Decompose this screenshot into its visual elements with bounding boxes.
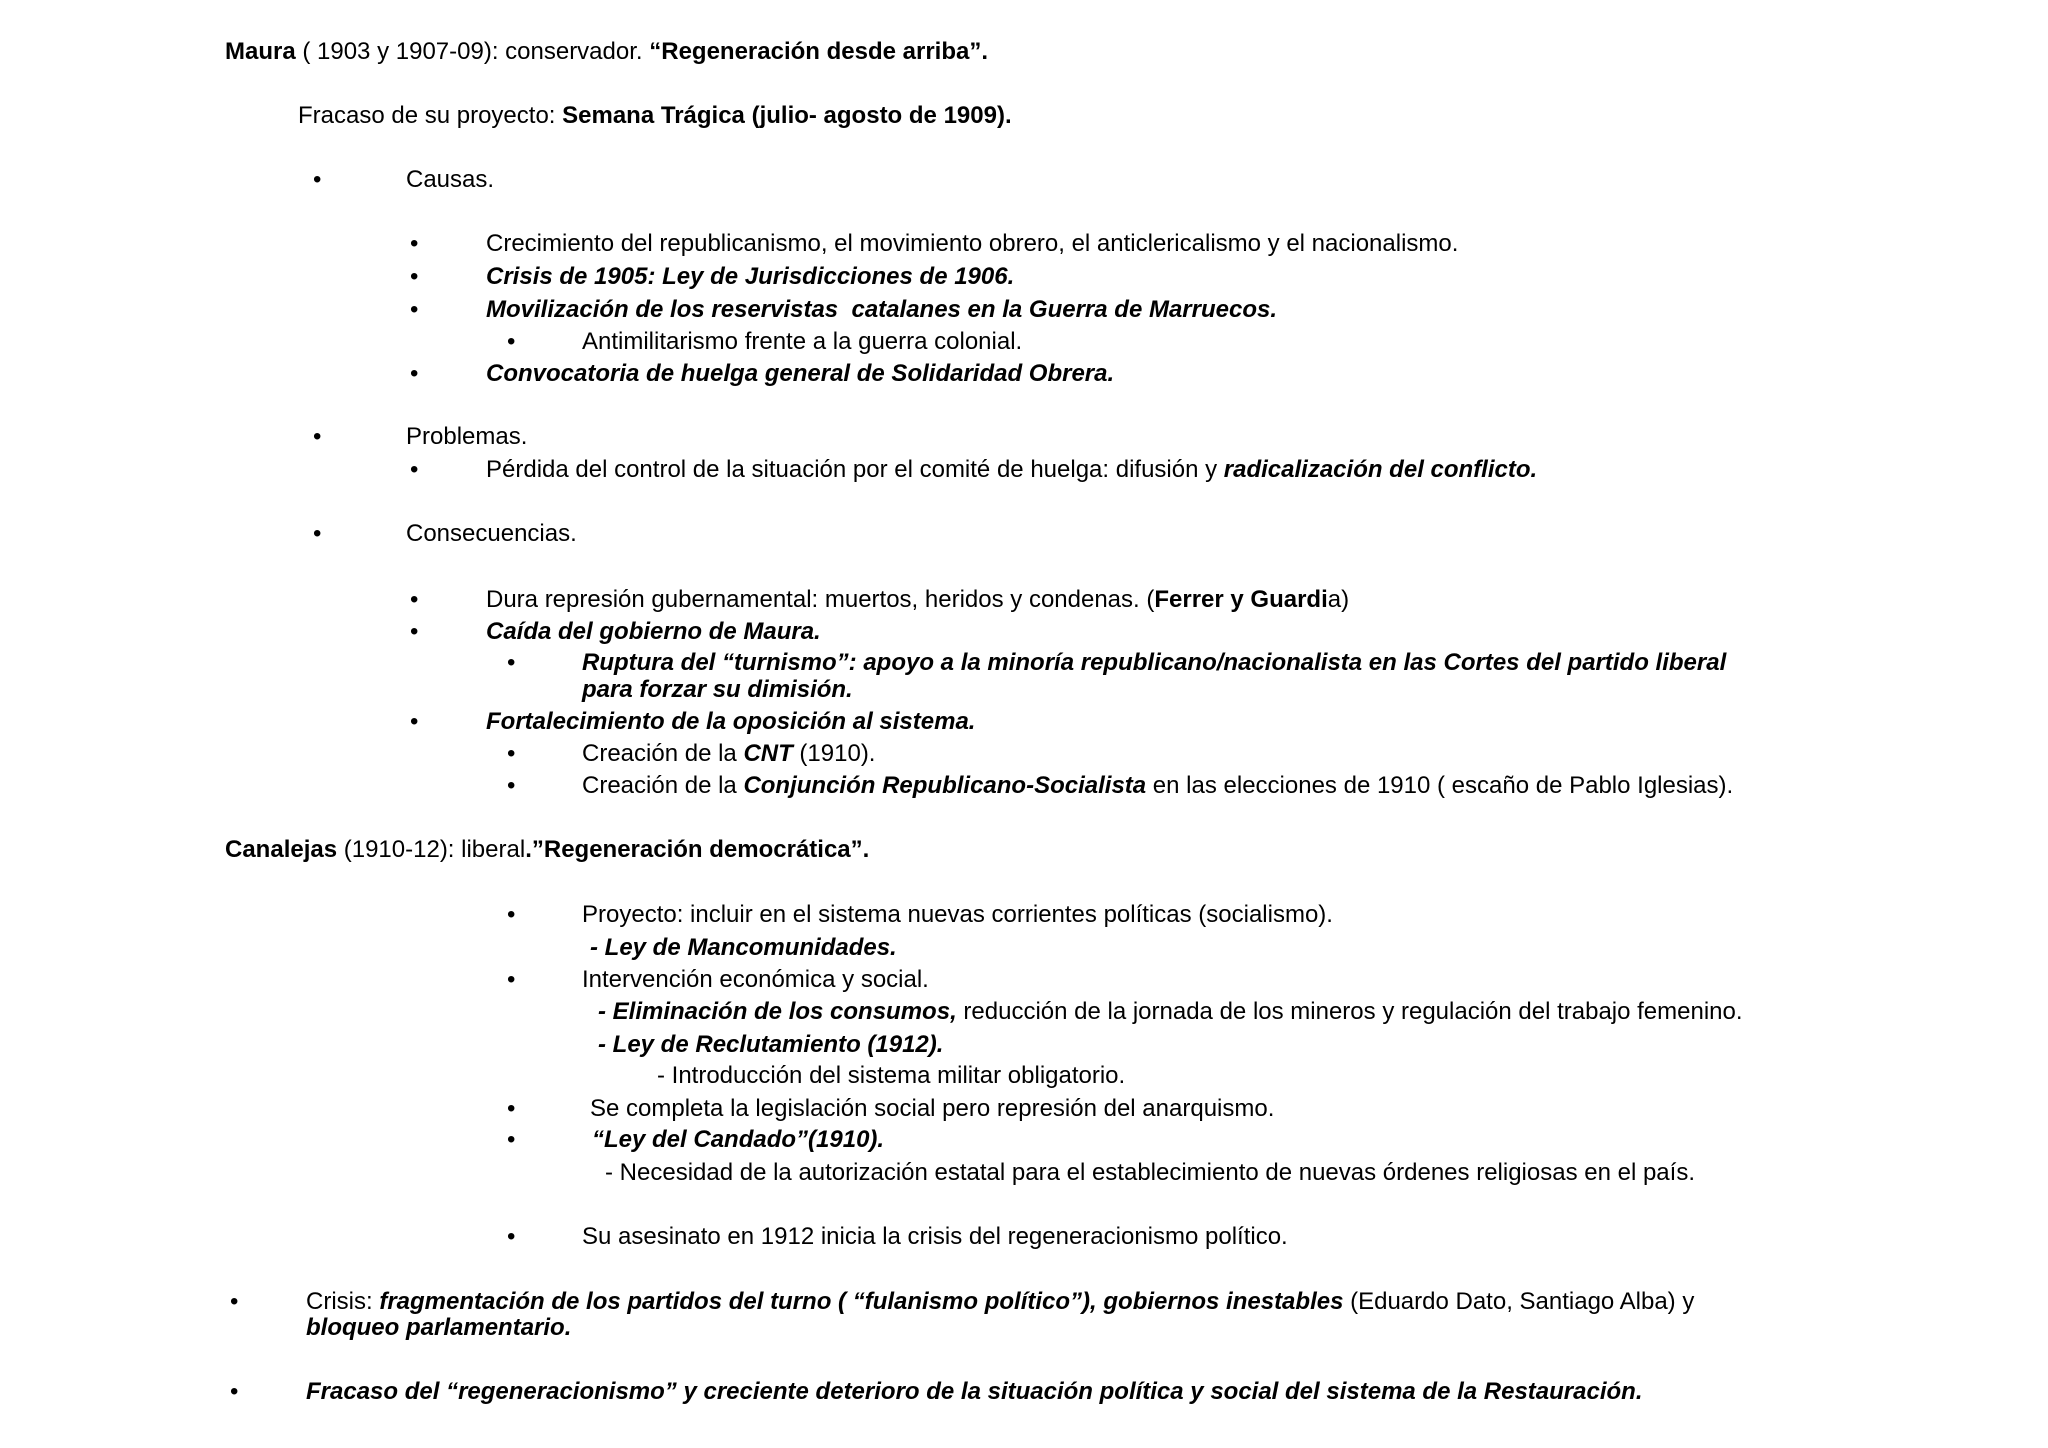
- list-item: Antimilitarismo frente a la guerra colonial.: [582, 328, 1023, 355]
- crisis-lead: Crisis:: [306, 1288, 380, 1315]
- bullet: •: [410, 586, 419, 613]
- perdida-bold: radicalización del conflicto.: [1223, 456, 1538, 483]
- bullet: •: [507, 328, 516, 355]
- list-item-continuation: bloqueo parlamentario.: [306, 1314, 572, 1341]
- bullet: •: [313, 520, 322, 547]
- canalejas-dates: (1910-12): liberal: [337, 836, 526, 863]
- sub-item: - Ley de Mancomunidades.: [590, 934, 897, 961]
- consecuencias-heading: Consecuencias.: [406, 520, 577, 547]
- bullet: •: [507, 1126, 516, 1153]
- sub-item: - Necesidad de la autorización estatal para el establecimiento de nuevas órdenes religiosas en el país.: [605, 1159, 1695, 1186]
- list-item: Intervención económica y social.: [582, 966, 929, 993]
- eliminacion-bold: - Eliminación de los consumos,: [598, 998, 957, 1025]
- fracaso-line: [298, 102, 1012, 130]
- list-item: [582, 772, 1733, 800]
- sub-sub-item: - Introducción del sistema militar obligatorio.: [657, 1062, 1126, 1089]
- list-item: [306, 1288, 1694, 1316]
- canalejas-motto: .”Regeneración democrática”.: [525, 836, 870, 863]
- problemas-heading: Problemas.: [406, 423, 528, 450]
- bullet: •: [410, 230, 419, 257]
- canalejas-heading: [225, 836, 869, 864]
- cnt-bold: CNT: [743, 740, 793, 767]
- list-item: Movilización de los reservistas catalanes en la Guerra de Marruecos.: [486, 296, 1278, 323]
- maura-motto: “Regeneración desde arriba”.: [649, 38, 989, 65]
- conj-lead: Creación de la: [582, 772, 744, 799]
- list-item: Caída del gobierno de Maura.: [486, 618, 821, 645]
- conj-bold: Conjunción Republicano-Socialista: [743, 772, 1147, 799]
- bullet: •: [507, 772, 516, 799]
- list-item: [582, 740, 875, 768]
- list-item: [486, 456, 1537, 484]
- conj-tail: en las elecciones de 1910 ( escaño de Pablo Iglesias).: [1146, 772, 1734, 799]
- fracaso-lead: Fracaso de su proyecto:: [298, 102, 563, 129]
- bullet: •: [410, 618, 419, 645]
- bullet: •: [230, 1378, 239, 1405]
- list-item-continuation: para forzar su dimisión.: [582, 676, 853, 703]
- list-item: Su asesinato en 1912 inicia la crisis del regeneracionismo político.: [582, 1223, 1288, 1250]
- bullet: •: [507, 740, 516, 767]
- list-item: Proyecto: incluir en el sistema nuevas corrientes políticas (socialismo).: [582, 901, 1333, 928]
- list-item: “Ley del Candado”(1910).: [592, 1126, 885, 1153]
- bullet: •: [313, 423, 322, 450]
- bullet: •: [507, 966, 516, 993]
- maura-name: Maura: [225, 38, 296, 65]
- bullet: •: [507, 1095, 516, 1122]
- causas-heading: Causas.: [406, 166, 495, 193]
- semana-tragica: Semana Trágica (julio- agosto de 1909).: [562, 102, 1012, 129]
- perdida-lead: Pérdida del control de la situación por el comité de huelga: difusión y: [486, 456, 1224, 483]
- cnt-tail: (1910).: [792, 740, 876, 767]
- bullet: •: [507, 1223, 516, 1250]
- bullet: •: [507, 901, 516, 928]
- maura-heading: [225, 38, 988, 66]
- list-item: Convocatoria de huelga general de Solidaridad Obrera.: [486, 360, 1115, 387]
- cnt-lead: Creación de la: [582, 740, 744, 767]
- list-item: Se completa la legislación social pero represión del anarquismo.: [590, 1095, 1275, 1122]
- sub-item: - Ley de Reclutamiento (1912).: [598, 1031, 944, 1058]
- maura-dates: ( 1903 y 1907-09): conservador.: [295, 38, 650, 65]
- dura-tail: a): [1327, 586, 1350, 613]
- bullet: •: [313, 166, 322, 193]
- crisis-tail: (Eduardo Dato, Santiago Alba) y: [1343, 1288, 1695, 1315]
- bullet: •: [410, 708, 419, 735]
- list-item: Ruptura del “turnismo”: apoyo a la minoría republicano/nacionalista en las Cortes del partido liberal: [582, 649, 1727, 676]
- bullet: •: [507, 649, 516, 676]
- list-item: [486, 586, 1349, 614]
- bullet: •: [410, 263, 419, 290]
- bullet: •: [410, 456, 419, 483]
- bullet: •: [230, 1288, 239, 1315]
- dura-lead: Dura represión gubernamental: muertos, heridos y condenas. (: [486, 586, 1155, 613]
- dura-bold: Ferrer y Guardi: [1154, 586, 1328, 613]
- bullet: •: [410, 296, 419, 323]
- list-item: Crecimiento del republicanismo, el movimiento obrero, el anticlericalismo y el nacionalismo.: [486, 230, 1459, 257]
- sub-item: [598, 998, 1743, 1026]
- canalejas-name: Canalejas: [225, 836, 338, 863]
- eliminacion-tail: reducción de la jornada de los mineros y regulación del trabajo femenino.: [956, 998, 1743, 1025]
- list-item: Fortalecimiento de la oposición al sistema.: [486, 708, 976, 735]
- list-item: Crisis de 1905: Ley de Jurisdicciones de 1906.: [486, 263, 1015, 290]
- bullet: •: [410, 360, 419, 387]
- crisis-bold: fragmentación de los partidos del turno ( “fulanismo político”), gobiernos inestables: [379, 1288, 1344, 1315]
- list-item: Fracaso del “regeneracionismo” y creciente deterioro de la situación política y social del sistema de la Restauración.: [306, 1378, 1643, 1405]
